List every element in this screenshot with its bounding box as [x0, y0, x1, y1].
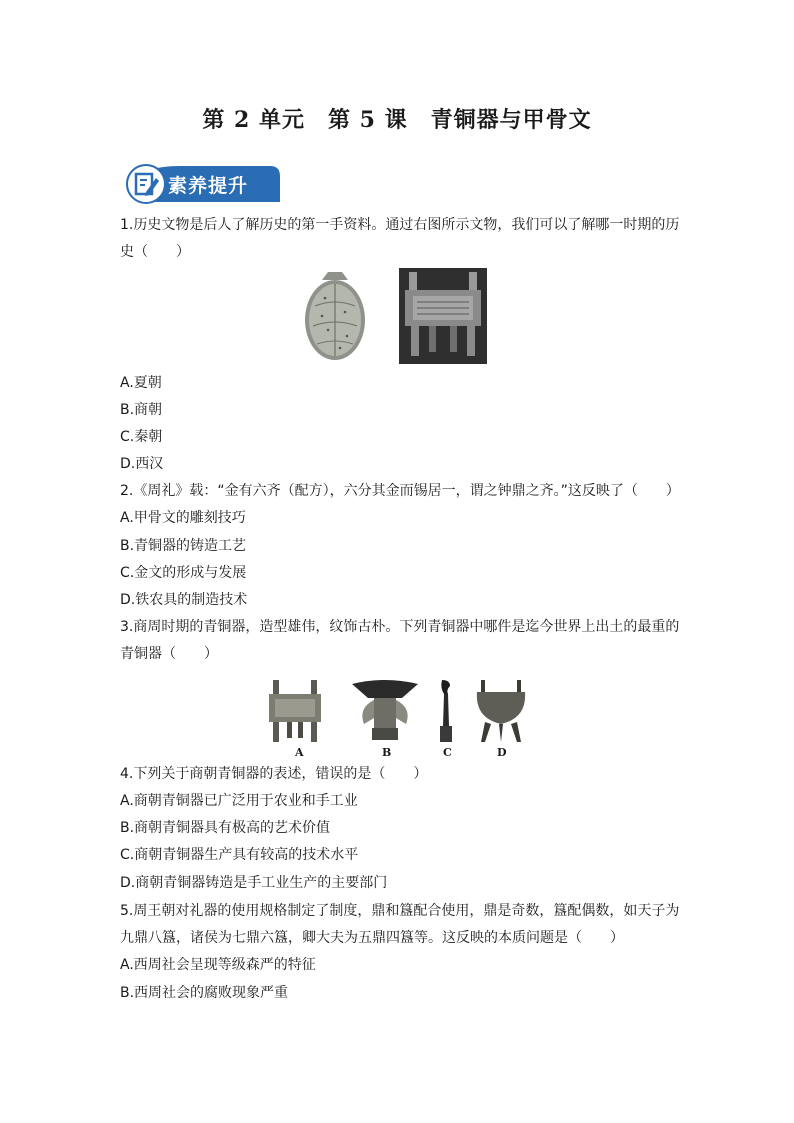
option-1c: C.秦朝	[120, 429, 163, 445]
figure-label-d: D	[497, 746, 507, 759]
oracle-bone-image	[300, 268, 370, 364]
figure-label-c: C	[443, 746, 452, 759]
question-1-text: 1.历史文物是后人了解历史的第一手资料。通过右图所示文物，我们可以了解哪一时期的历	[120, 217, 680, 233]
option-1a: A.夏朝	[120, 375, 162, 391]
option-4a: A.商朝青铜器已广泛用于农业和手工业	[120, 793, 358, 809]
option-5a: A.西周社会呈现等级森严的特征	[120, 957, 316, 973]
page-title: 第 2 单元 第 5 课 青铜器与甲骨文	[202, 107, 592, 133]
option-2b: B.青铜器的铸造工艺	[120, 538, 247, 554]
question-3-text-cont: 青铜器（ ）	[120, 646, 218, 662]
question-2-text: 2.《周礼》载：“金有六齐（配方），六分其金而锡居一，谓之钟鼎之齐。”这反映了（ ）	[120, 483, 680, 499]
bronze-figure-b	[350, 678, 420, 744]
pencil-icon	[132, 170, 160, 198]
figure-label-b: B	[382, 746, 392, 759]
option-4d: D.商朝青铜器铸造是手工业生产的主要部门	[120, 875, 388, 891]
option-4c: C.商朝青铜器生产具有较高的技术水平	[120, 847, 359, 863]
bronze-figure-c	[434, 678, 458, 744]
option-4b: B.商朝青铜器具有极高的艺术价值	[120, 820, 331, 836]
question-5-text: 5.周王朝对礼器的使用规格制定了制度，鼎和簋配合使用，鼎是奇数，簋配偶数，如天子为	[120, 903, 680, 919]
bronze-ding-image	[399, 268, 487, 364]
bronze-figure-a	[265, 678, 325, 744]
option-1b: B.商朝	[120, 402, 163, 418]
option-2a: A.甲骨文的雕刻技巧	[120, 510, 246, 526]
option-5b: B.西周社会的腐败现象严重	[120, 985, 289, 1001]
question-3-text: 3.商周时期的青铜器，造型雄伟，纹饰古朴。下列青铜器中哪件是迄今世界上出土的最重的	[120, 619, 680, 635]
option-2c: C.金文的形成与发展	[120, 565, 247, 581]
figure-label-a: A	[295, 746, 304, 759]
banner-label: 素养提升	[168, 175, 249, 197]
question-4-text: 4.下列关于商朝青铜器的表述，错误的是（ ）	[120, 766, 428, 782]
option-1d: D.西汉	[120, 456, 164, 472]
question-5-text-cont: 九鼎八簋，诸侯为七鼎六簋，卿大夫为五鼎四簋等。这反映的本质问题是（ ）	[120, 930, 624, 946]
question-1-text-cont: 史（ ）	[120, 244, 190, 260]
option-2d: D.铁农具的制造技术	[120, 592, 248, 608]
section-banner	[120, 162, 282, 206]
bronze-figure-d	[473, 678, 529, 744]
